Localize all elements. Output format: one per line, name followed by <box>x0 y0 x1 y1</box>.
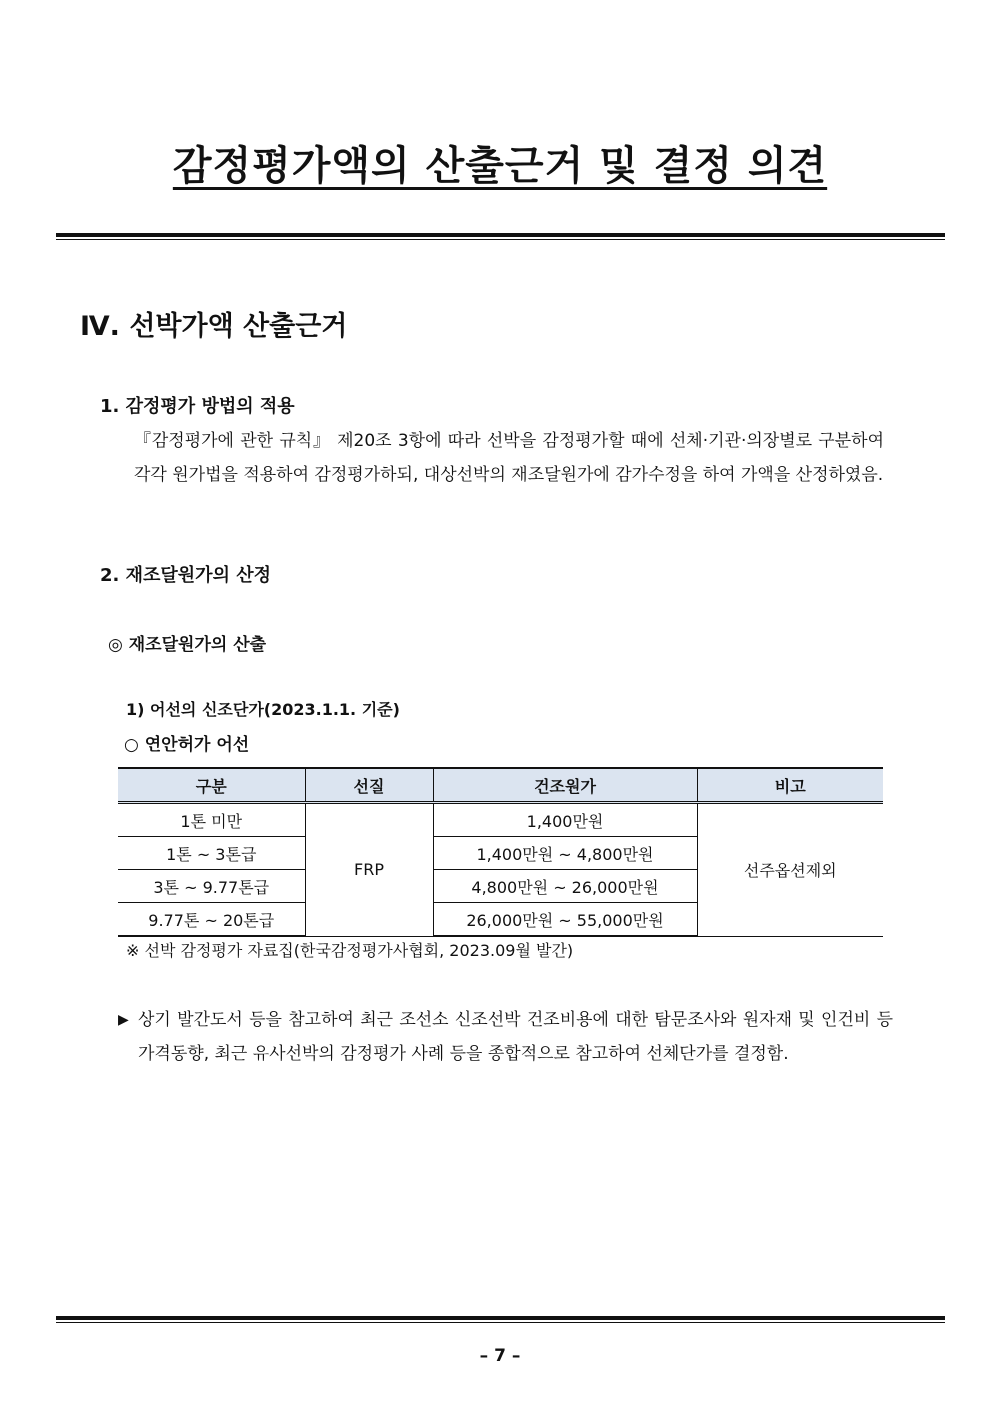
cell-category: 9.77톤 ~ 20톤급 <box>118 903 305 937</box>
section-heading: Ⅳ. 선박가액 산출근거 <box>80 311 348 342</box>
header-category: 구분 <box>118 768 305 803</box>
unit-price-heading: 1) 어선의 신조단가(2023.1.1. 기준) <box>126 700 400 719</box>
subsection-heading: ◎ 재조달원가의 산출 <box>108 635 267 655</box>
page-title-text: 감정평가액의 산출근거 및 결정 의견 <box>172 143 828 189</box>
unit-price-table <box>118 767 883 937</box>
source-note: ※ 선박 감정평가 자료집(한국감정평가사협회, 2023.09월 발간) <box>126 941 574 960</box>
cell-build-cost: 26,000만원 ~ 55,000만원 <box>433 903 697 937</box>
top-divider <box>56 233 945 240</box>
cell-category: 1톤 ~ 3톤급 <box>118 837 305 870</box>
table-row <box>118 803 883 837</box>
conclusion <box>118 1003 893 1071</box>
cell-build-cost: 4,800만원 ~ 26,000만원 <box>433 870 697 903</box>
cell-material: FRP <box>305 803 433 937</box>
triangle-bullet-icon: ▶ <box>118 1012 129 1028</box>
cell-build-cost: 1,400만원 <box>433 803 697 837</box>
header-remark: 비고 <box>697 768 883 803</box>
header-build-cost: 건조원가 <box>433 768 697 803</box>
cell-build-cost: 1,400만원 ~ 4,800만원 <box>433 837 697 870</box>
bottom-divider <box>56 1316 945 1323</box>
cell-category: 3톤 ~ 9.77톤급 <box>118 870 305 903</box>
conclusion-text: 상기 발간도서 등을 참고하여 최근 조선소 신조선박 건조비용에 대한 탐문조사와 원자재 및 인건비 등 가격동향, 최근 유사선박의 감정평가 사례 등을 종합적으로 참고하여 선체단가를 결정함. <box>138 1010 893 1064</box>
item-2-heading: 2. 재조달원가의 산정 <box>100 565 271 586</box>
cell-category: 1톤 미만 <box>118 803 305 837</box>
page-title <box>0 134 1000 191</box>
item-1-paragraph: 『감정평가에 관한 규칙』 제20조 3항에 따라 선박을 감정평가할 때에 선체·기관·의장별로 구분하여 각각 원가법을 적용하여 감정평가하되, 대상선박의 재조달원가에 감가수정을 하여 가액을 산정하였음. <box>134 431 884 485</box>
vessel-category: ○ 연안허가 어선 <box>124 735 250 755</box>
cell-remark: 선주옵션제외 <box>697 803 883 937</box>
page-number: – 7 – <box>479 1346 521 1366</box>
item-1-heading: 1. 감정평가 방법의 적용 <box>100 396 295 417</box>
table-header-row <box>118 768 883 803</box>
header-material: 선질 <box>305 768 433 803</box>
